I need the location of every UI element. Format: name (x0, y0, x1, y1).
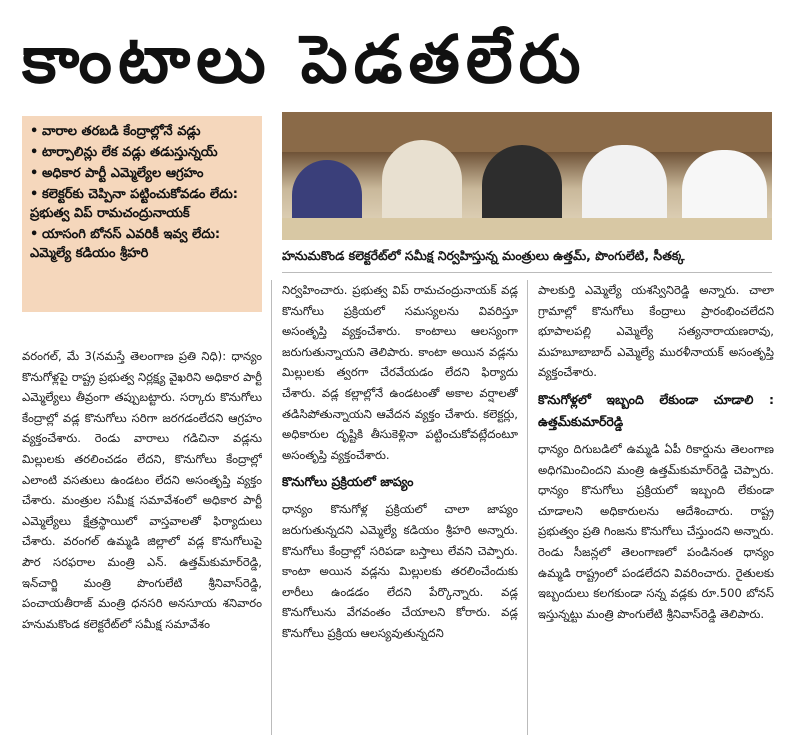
paragraph: ధాన్యం దిగుబడిలో ఉమ్మడి ఏపీ రికార్డును తెలంగాణ అధిగమించిందని మంత్రి ఉత్తమ్‌కుమార్‌రెడ్డి చెప్పారు. ధాన్యం కొనుగోలు ప్రక్రియలో ఇబ్బంది లేకుండా చూడాలని అధికారులను ఆదేశించారు. రాష్ట్ర ప్రభుత్వం ప్రతి గింజను కొనుగోలు చేస్తుందని అన్నారు. రెండు సీజన్లలో తెలంగాణలో పండినంత ధాన్యం ఉమ్మడి రాష్ట్రంలో పండలేదని వివరించారు. రైతులకు ఇబ్బందులు కలగకుండా సన్న వడ్లకు రూ.500 బోనస్ ఇస్తున్నట్టు మంత్రి పొంగులేటి శ్రీనివాస్‌రెడ్డి తెలిపారు. (538, 441, 774, 621)
news-photo (282, 112, 772, 240)
article-column-1 (22, 346, 262, 738)
subheading: కొనుగోళ్లలో ఇబ్బంది లేకుండా చూడాలి : ఉత్తమ్‌కుమార్‌రెడ్డి (538, 391, 774, 429)
photo-caption: హనుమకొండ కలెక్టరేట్‌లో సమీక్ష నిర్వహిస్తున్న మంత్రులు ఉత్తమ్, పొంగులేటి, సీతక్క (282, 248, 685, 263)
headline: కాంటాలు పెడతలేరు (22, 21, 587, 98)
highlight-item: • టార్పాలిన్లు లేక వడ్లు తడుస్తున్నయ్ (30, 145, 218, 160)
highlight-item: • వారాల తరబడి కేంద్రాల్లోనే వడ్లు (30, 124, 201, 139)
highlight-item: • యాసంగి బోనస్ ఎవరికీ ఇవ్వ లేదు: ఎమ్మెల్యే కడియం శ్రీహరి (30, 227, 221, 261)
column-divider (271, 280, 272, 735)
column-divider (527, 280, 528, 735)
subheading: కొనుగోలు ప్రక్రియలో జాప్యం (282, 474, 414, 490)
article-column-3 (538, 280, 774, 738)
paragraph: నిర్వహించారు. ప్రభుత్వ విప్ రామచంద్రునాయక్ వడ్ల కొనుగోలు ప్రక్రియలో సమస్యలను వివరిస్తూ అసంతృప్తి వ్యక్తంచేశారు. కాంటాలు ఆలస్యంగా జరుగుతున్నాయని తెలిపారు. కాంటా అయిన వడ్లను మిల్లులకు త్వరగా చేరవేయడం లేదని ఫిర్యాదు చేశారు. వడ్ల కల్లాల్లోనే ఉండటంతో అకాల వర్షాలతో తడిసిపోతున్నాయని ఆవేదన వ్యక్తం చేశారు. కలెక్టర్లు, అధికారుల దృష్టికి తీసుకెళ్లినా పట్టించుకోవట్లేదంటూ అసంతృప్తి వ్యక్తంచేశారు. (282, 283, 518, 462)
article-column-2 (282, 280, 518, 738)
paragraph: వరంగల్, మే 3(నమస్తే తెలంగాణ ప్రతి నిధి): ధాన్యం కొనుగోళ్లపై రాష్ట్ర ప్రభుత్వ నిర్లక్ష్య వైఖరిని అధికార పార్టీ ఎమ్మెల్యేలు తీవ్రంగా తప్పుబట్టారు. సర్కారు కొనుగోలు కేంద్రాల్లో వడ్ల కొనుగోలు సరిగా జరగడంలేదని ఆగ్రహం వ్యక్తంచేశారు. రెండు వారాలు గడిచినా వడ్లను మిల్లులకు తరలించడం లేదని, కొనుగోలు కేంద్రాల్లో ఎలాంటి వసతులు ఉండటం లేదని అసంతృప్తి వ్యక్తం చేశారు. మంత్రుల సమీక్ష సమావేశంలో అధికార పార్టీ ఎమ్మెల్యేలు క్షేత్రస్థాయిలో వాస్తవాలతో ఫిర్యాదులు చేశారు. వరంగల్ ఉమ్మడి జిల్లాలో వడ్ల కొనుగోలుపై పౌర సరఫరాల మంత్రి ఎన్. ఉత్తమ్‌కుమార్‌రెడ్డి, ఇన్‌చార్జి మంత్రి పొంగులేటి శ్రీనివాస్‌రెడ్డి, పంచాయతీరాజ్ మంత్రి ధనసరి అనసూయ శనివారం హనుమకొండ కలెక్టరేట్‌లో సమీక్ష సమావేశం (22, 349, 262, 631)
paragraph: పాలకుర్తి ఎమ్మెల్యే యశస్వినిరెడ్డి అన్నారు. చాలా గ్రామాల్లో కొనుగోలు కేంద్రాలు ప్రారంభించలేదని భూపాలపల్లి ఎమ్మెల్యే సత్యనారాయణరావు, మహబూబాబాద్ ఎమ్మెల్యే మురళీనాయక్ అసంతృప్తి వ్యక్తంచేశారు. (538, 283, 774, 380)
highlights-box (22, 116, 262, 312)
paragraph: ధాన్యం కొనుగోళ్ల ప్రక్రియలో చాలా జాప్యం జరుగుతున్నదని ఎమ్మెల్యే కడియం శ్రీహరి అన్నారు. కొనుగోలు కేంద్రాల్లో సరిపడా బస్తాలు లేవని చెప్పారు. కాంటా అయిన వడ్లను మిల్లులకు తరలించేందుకు లారీలు ఉండడం లేదని పేర్కొన్నారు. వడ్ల కొనుగోలును వేగవంతం చేయాలని కోరారు. వడ్ల కొనుగోలు ప్రక్రియ ఆలస్యవుతున్నదని (282, 502, 518, 640)
highlight-item: • అధికార పార్టీ ఎమ్మెల్యేల ఆగ్రహం (30, 166, 204, 181)
highlight-item: • కలెక్టర్‌కు చెప్పినా పట్టించుకోవడం లేదు: ప్రభుత్వ విప్ రామచంద్రునాయక్ (30, 187, 239, 221)
divider (282, 272, 772, 273)
